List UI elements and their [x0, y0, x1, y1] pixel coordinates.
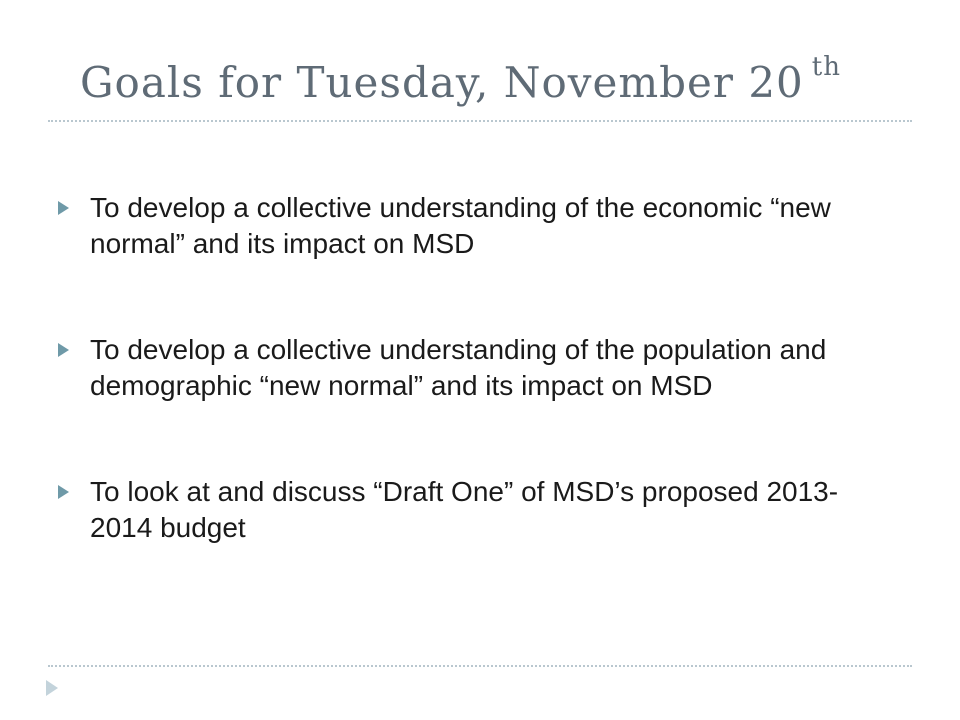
bullet-text: To develop a collective understanding of the economic “new normal” and its impact on MSD — [90, 192, 831, 259]
triangle-bullet-icon — [58, 485, 69, 499]
slide-title-text: Goals for Tuesday, November 20 — [80, 58, 804, 107]
triangle-bullet-icon — [58, 201, 69, 215]
slide-title — [80, 52, 841, 107]
bullet-item — [58, 190, 898, 262]
bullet-item — [58, 332, 898, 404]
slide-title-superscript: th — [811, 52, 841, 82]
bullet-text: To look at and discuss “Draft One” of MSD’s proposed 2013-2014 budget — [90, 476, 839, 543]
footer-divider — [48, 665, 912, 667]
triangle-decoration-icon — [46, 680, 58, 696]
bullet-text: To develop a collective understanding of the population and demographic “new normal” and its impact on MSD — [90, 334, 827, 401]
bullet-item — [58, 474, 898, 546]
triangle-bullet-icon — [58, 343, 69, 357]
title-divider — [48, 120, 912, 122]
bullet-list — [58, 190, 898, 546]
